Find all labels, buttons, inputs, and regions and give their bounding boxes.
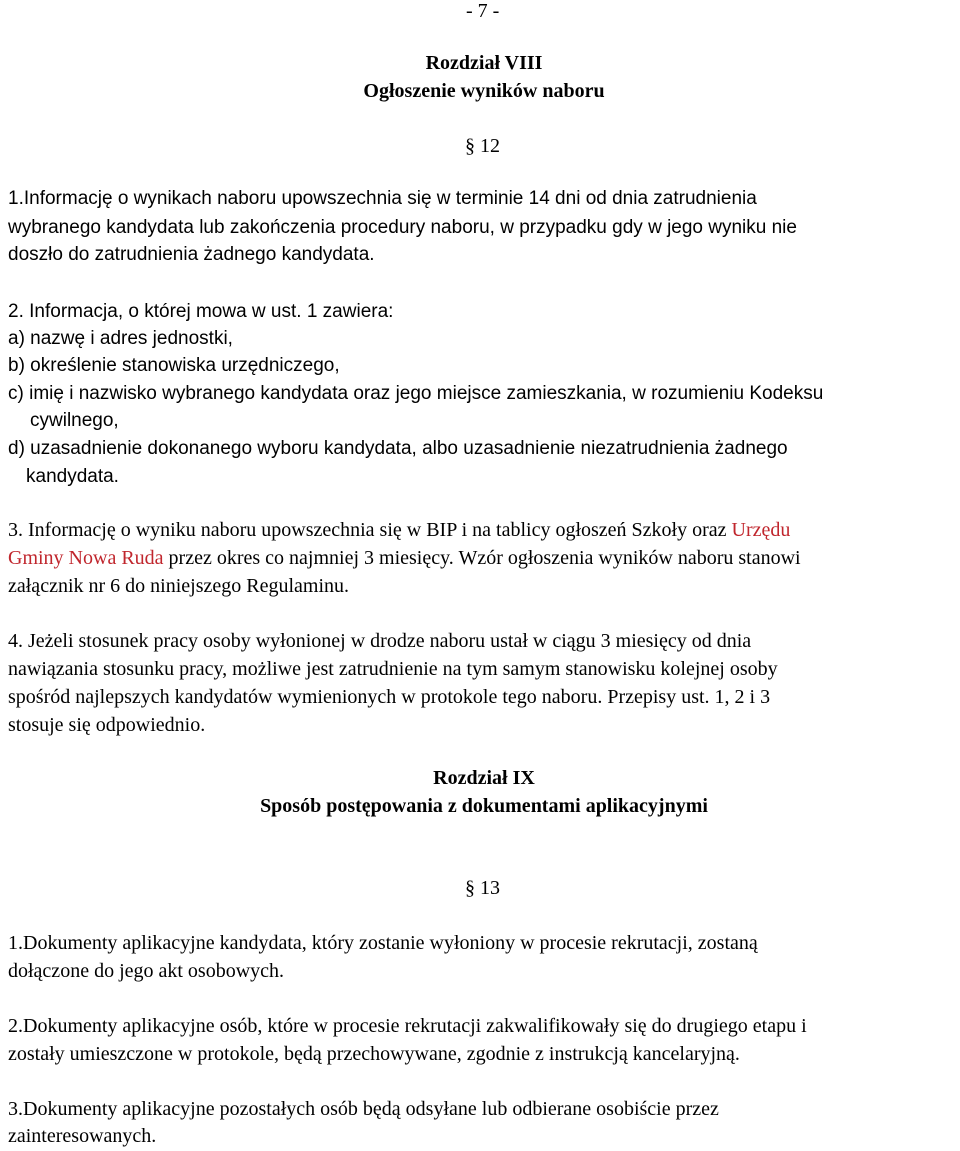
paragraph-text: przez okres co najmniej 3 miesięcy. Wzór ogłoszenia wyników naboru stanowi xyxy=(163,547,801,569)
paragraph-line: zainteresowanych. xyxy=(8,1125,157,1147)
paragraph-line: zostały umieszczone w protokole, będą przechowywane, zgodnie z instrukcją kancelaryjną. xyxy=(8,1043,740,1065)
list-item-continuation: kandydata. xyxy=(26,466,119,487)
list-item: b) określenie stanowiska urzędniczego, xyxy=(8,355,340,376)
paragraph-line: załącznik nr 6 do niniejszego Regulaminu. xyxy=(8,575,350,597)
list-item: c) imię i nazwisko wybranego kandydata oraz jego miejsce zamieszkania, w rozumieniu Kodeksu xyxy=(8,383,824,404)
list-item-continuation: cywilnego, xyxy=(30,410,119,431)
paragraph-line: 2. Informacja, o której mowa w ust. 1 zawiera: xyxy=(8,301,394,322)
paragraph-line: doszło do zatrudnienia żadnego kandydata. xyxy=(8,244,375,265)
paragraph-line: dołączone do jego akt osobowych. xyxy=(8,960,285,982)
paragraph-line: spośród najlepszych kandydatów wymienionych w protokole tego naboru. Przepisy ust. 1, 2 i 3 xyxy=(8,686,771,708)
chapter-subtitle: Ogłoszenie wyników naboru xyxy=(363,80,605,102)
paragraph-line: 3.Dokumenty aplikacyjne pozostałych osób będą odsyłane lub odbierane osobiście przez xyxy=(8,1098,719,1120)
highlighted-text: Urzędu xyxy=(731,519,791,541)
paragraph-line xyxy=(8,519,790,542)
chapter-subtitle: Sposób postępowania z dokumentami aplikacyjnymi xyxy=(260,795,708,817)
list-item: a) nazwę i adres jednostki, xyxy=(8,328,233,349)
highlighted-text: Gminy Nowa Ruda xyxy=(8,547,164,569)
paragraph-line: 1.Informację o wynikach naboru upowszechnia się w terminie 14 dni od dnia zatrudnienia xyxy=(8,188,757,209)
chapter-title: Rozdział VIII xyxy=(425,52,543,74)
paragraph-line xyxy=(8,547,801,570)
paragraph-line: 1.Dokumenty aplikacyjne kandydata, który zostanie wyłoniony w procesie rekrutacji, zostaną xyxy=(8,932,758,954)
paragraph-line: wybranego kandydata lub zakończenia procedury naboru, w przypadku gdy w jego wyniku nie xyxy=(8,217,797,238)
chapter-title: Rozdział IX xyxy=(433,767,535,789)
paragraph-line: 2.Dokumenty aplikacyjne osób, które w procesie rekrutacji zakwalifikowały się do drugiego etapu i xyxy=(8,1015,807,1037)
section-number: § 13 xyxy=(465,877,500,899)
paragraph-line: 4. Jeżeli stosunek pracy osoby wyłonionej w drodze naboru ustał w ciągu 3 miesięcy od dnia xyxy=(8,630,752,652)
paragraph-text: 3. Informację o wyniku naboru upowszechnia się w BIP i na tablicy ogłoszeń Szkoły oraz xyxy=(8,519,732,541)
section-number: § 12 xyxy=(465,135,500,157)
paragraph-line: nawiązania stosunku pracy, możliwe jest zatrudnienie na tym samym stanowisku kolejnej osoby xyxy=(8,658,778,680)
paragraph-line: stosuje się odpowiednio. xyxy=(8,714,206,736)
list-item: d) uzasadnienie dokonanego wyboru kandydata, albo uzasadnienie niezatrudnienia żadnego xyxy=(8,438,788,459)
page-number: - 7 - xyxy=(466,0,500,22)
